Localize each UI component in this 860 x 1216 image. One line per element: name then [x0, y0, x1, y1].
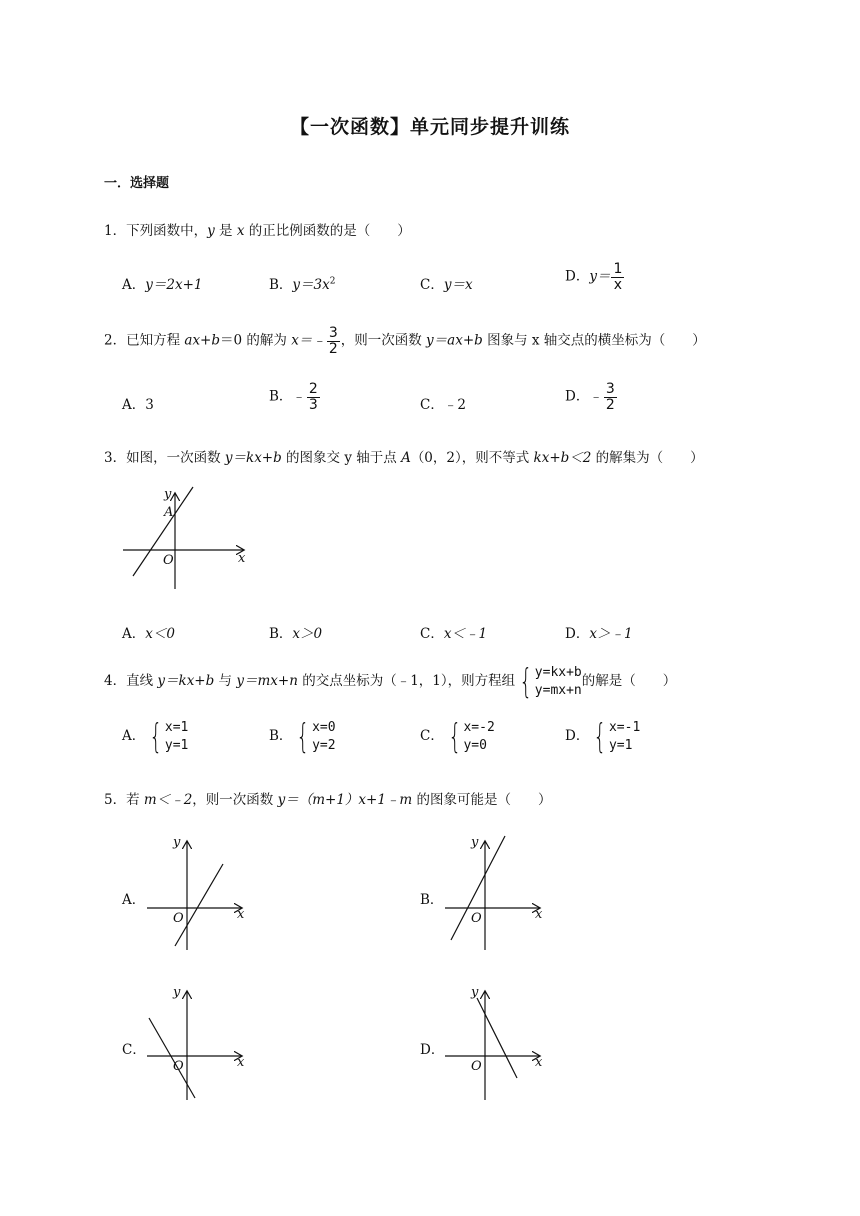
q1-text-mid: 是: [214, 223, 237, 239]
q3-point: A: [401, 450, 411, 466]
equation-system: [515, 661, 582, 702]
option-label: D．: [565, 388, 590, 405]
option-label: D．: [565, 268, 590, 285]
system-row: y=mx+n: [534, 682, 582, 698]
q3-option-d[interactable]: [565, 622, 633, 642]
option-value: 3: [145, 397, 154, 413]
brace-icon: {: [296, 716, 310, 757]
q4-option-c[interactable]: [420, 716, 495, 757]
equation-system: [292, 716, 336, 757]
option-value: x＜0: [145, 626, 175, 642]
q2-option-c[interactable]: [420, 393, 466, 413]
option-label: A．: [122, 277, 146, 293]
q3-text-mid: 的图象交 y 轴于点: [281, 450, 402, 466]
q5-function: y＝（m+1）x+1﹣m: [277, 792, 413, 808]
y-axis-label: y: [164, 487, 172, 502]
q4-text-post: 的解是（ ）: [581, 673, 677, 690]
system-row: y=1: [164, 737, 189, 753]
x-axis-label: x: [237, 1055, 245, 1070]
equation-system: [145, 716, 189, 757]
question-3: [104, 446, 704, 466]
brace-icon: {: [149, 716, 163, 757]
brace-icon: {: [519, 661, 533, 702]
system-row: x=0: [312, 720, 336, 735]
q5-graph-b: [443, 834, 553, 954]
q3-option-b[interactable]: [269, 622, 322, 642]
q2-text-mid: ＝0 的解为: [220, 332, 292, 349]
fraction-numerator: 2: [308, 381, 318, 397]
page-title: 【一次函数】单元同步提升训练: [289, 116, 570, 138]
y-axis-label: y: [471, 985, 479, 1000]
q4-option-a[interactable]: [122, 716, 189, 757]
q1-text-post: 的正比例函数的是（ ）: [244, 223, 411, 239]
system-row: x=-2: [463, 720, 495, 735]
q5-text-post: 的图象可能是（ ）: [412, 792, 552, 808]
fraction-numerator: 3: [328, 325, 338, 341]
y-axis-label: y: [173, 985, 181, 1000]
q4-line-1: y＝kx+b: [157, 673, 215, 690]
q3-option-c[interactable]: [420, 622, 487, 642]
q4-line-2: y＝mx+n: [236, 673, 298, 690]
fraction-denominator: x: [613, 276, 623, 293]
equation-system: [444, 716, 495, 757]
origin-label: O: [173, 1059, 184, 1074]
point-a-label: A: [164, 505, 174, 520]
q4-option-b[interactable]: [269, 716, 336, 757]
q1-var-x: x: [236, 223, 245, 239]
q2-text-post: 图象与 x 轴交点的横坐标为（ ）: [482, 332, 706, 349]
x-axis-label: x: [535, 907, 543, 922]
x-axis-label: x: [238, 551, 246, 566]
q5-option-c[interactable]: C．: [122, 1042, 146, 1058]
q1-option-d[interactable]: [565, 262, 625, 292]
q2-function: y＝ax+b: [426, 332, 483, 349]
q4-option-d[interactable]: [565, 716, 641, 757]
q1-option-a[interactable]: [122, 273, 202, 293]
q5-text-mid: ，则一次函数: [192, 792, 278, 808]
q4-text-pre: 4．直线: [104, 673, 158, 690]
q3-function: y＝kx+b: [224, 450, 282, 466]
option-value: y＝3x: [292, 277, 330, 293]
y-axis-label: y: [471, 835, 479, 850]
fraction-denominator: 3: [308, 396, 318, 413]
brace-icon: {: [448, 716, 462, 757]
option-value: y＝2x+1: [145, 277, 203, 293]
x-axis-label: x: [237, 907, 245, 922]
q3-inequality: kx+b＜2: [533, 450, 592, 466]
q5-graph-d: [443, 984, 553, 1104]
option-label: A．: [122, 397, 146, 413]
system-row: x=-1: [608, 720, 641, 735]
equation-system: [589, 716, 641, 757]
q5-option-b[interactable]: B．: [420, 892, 444, 908]
brace-icon: {: [593, 716, 607, 757]
fraction: [611, 262, 624, 292]
system-row: y=1: [608, 737, 633, 753]
q4-text-mid: 与: [214, 673, 237, 690]
system-row: y=2: [312, 737, 336, 753]
option-sign: ﹣: [292, 388, 306, 405]
q5-graph-c: [145, 984, 255, 1104]
q5-option-d[interactable]: D．: [420, 1042, 445, 1058]
q5-graph-a: [145, 834, 255, 954]
origin-label: O: [163, 553, 174, 568]
option-label: C．: [420, 626, 444, 642]
fraction-numerator: 1: [613, 261, 623, 277]
q1-option-b[interactable]: [269, 273, 336, 293]
function-line: [149, 1018, 195, 1098]
x-axis-label: x: [535, 1055, 543, 1070]
q3-text-post: 的解集为（ ）: [591, 450, 704, 466]
y-axis-label: y: [173, 835, 181, 850]
q1-text-pre: 1．下列函数中，: [104, 223, 208, 239]
option-sign: ﹣: [589, 388, 603, 405]
option-value: y＝: [589, 268, 611, 285]
q2-text-pre: 2．已知方程: [104, 332, 185, 349]
section-heading: 一．选择题: [104, 176, 170, 191]
option-label: C．: [420, 277, 444, 293]
option-label: D．: [565, 728, 590, 745]
option-value: x＜﹣1: [443, 626, 488, 642]
system-row: x=1: [164, 720, 189, 735]
option-label: B．: [269, 277, 293, 293]
q2-option-d[interactable]: [565, 382, 618, 412]
q3-graph: [118, 484, 253, 594]
option-value: x＞0: [292, 626, 323, 642]
option-label: B．: [269, 388, 293, 405]
q2-option-b[interactable]: [269, 382, 321, 412]
fraction-numerator: 3: [605, 381, 615, 397]
question-4: [104, 661, 677, 702]
origin-label: O: [471, 911, 482, 926]
fraction-denominator: 2: [328, 340, 338, 357]
option-value: ﹣2: [443, 397, 466, 413]
q2-equation: ax+b: [184, 332, 221, 349]
function-line: [175, 864, 223, 946]
option-label: D．: [565, 626, 590, 642]
system-row: y=0: [463, 737, 487, 753]
question-5: [104, 788, 552, 808]
question-1: [104, 219, 411, 239]
fraction-denominator: 2: [605, 396, 615, 413]
q4-text-mid2: 的交点坐标为（﹣1，1），则方程组: [297, 673, 516, 690]
q2-solution: x＝﹣: [291, 332, 326, 349]
fraction: [307, 382, 320, 412]
system-row: y=kx+b: [534, 665, 582, 680]
option-label: A．: [122, 728, 146, 745]
q3-text-mid2: （0，2），则不等式: [410, 450, 534, 466]
q2-option-a[interactable]: [122, 393, 154, 413]
fraction: [327, 326, 340, 356]
q3-text-pre: 3．如图，一次函数: [104, 450, 225, 466]
question-2: [104, 326, 706, 356]
q1-var-y: y: [207, 223, 215, 239]
option-label: A．: [122, 626, 146, 642]
option-label: C．: [420, 397, 444, 413]
origin-label: O: [471, 1059, 482, 1074]
q5-condition: m＜﹣2: [143, 792, 193, 808]
q2-text-mid2: ，则一次函数: [340, 332, 427, 349]
option-exponent: 2: [329, 276, 336, 287]
q3-option-a[interactable]: [122, 622, 175, 642]
q1-option-c[interactable]: [420, 273, 473, 293]
function-line: [477, 998, 517, 1078]
option-value: x＞﹣1: [589, 626, 633, 642]
option-value: y＝x: [443, 277, 473, 293]
q5-text-pre: 5．若: [104, 792, 144, 808]
option-label: B．: [269, 728, 293, 745]
origin-label: O: [173, 911, 184, 926]
option-label: B．: [269, 626, 293, 642]
fraction: [604, 382, 617, 412]
q5-option-a[interactable]: A．: [122, 892, 146, 908]
option-label: C．: [420, 728, 444, 745]
